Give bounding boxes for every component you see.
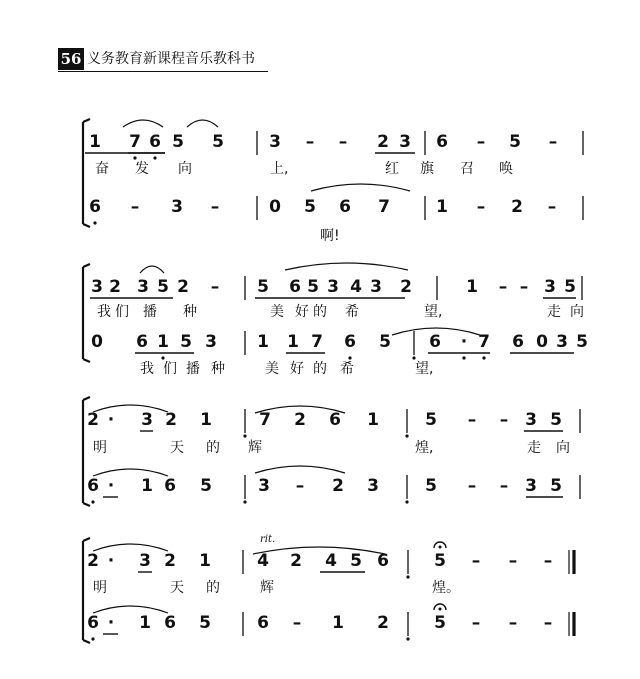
score-note: 7 — [311, 332, 323, 352]
score-note: 3 — [171, 197, 183, 217]
lyric-syllable: 美 — [265, 361, 279, 377]
score-note: 7 — [378, 197, 390, 217]
score-note: 3 — [525, 476, 537, 496]
score-note: 4 — [350, 277, 362, 297]
lyric-syllable: 明 — [93, 440, 107, 456]
octave-dot — [243, 500, 246, 503]
score-note: 2 — [377, 132, 389, 152]
score-note: 3 — [370, 277, 382, 297]
lyric-syllable: 煌, — [415, 440, 434, 456]
score-note: · — [107, 476, 115, 496]
tempo-mark: rit. — [260, 534, 276, 545]
score-note: 6 — [344, 332, 356, 352]
score-note: 5 — [379, 332, 391, 352]
slur — [123, 120, 163, 127]
score-note: 3 — [327, 277, 339, 297]
score-note: 6 — [164, 613, 176, 633]
score-note: 2 — [332, 476, 344, 496]
score-note: 3 — [367, 476, 379, 496]
score-note: 5 — [200, 476, 212, 496]
score-note: 1 — [332, 613, 344, 633]
score-note: – — [295, 476, 305, 496]
lyric-syllable: 好 — [290, 361, 304, 377]
score-note: 3 — [139, 551, 151, 571]
slur — [187, 120, 218, 127]
score-note: – — [547, 197, 557, 217]
lyric-syllable: 的 — [206, 580, 220, 596]
lyric-syllable: 望, — [424, 304, 443, 320]
score-note: – — [467, 476, 477, 496]
score-note: 1 — [89, 132, 101, 152]
slur — [311, 184, 410, 191]
page-number: 56 — [58, 48, 84, 70]
score-note: · — [460, 332, 468, 352]
lyric-syllable: 走 — [547, 304, 561, 320]
score-note: 5 — [180, 332, 192, 352]
score-note: 5 — [550, 476, 562, 496]
lyric-syllable: 播 — [186, 361, 200, 377]
score-note: 2 — [294, 410, 306, 430]
score-note: 1 — [436, 197, 448, 217]
octave-dot — [482, 356, 485, 359]
score-note: 6 — [257, 613, 269, 633]
fermata-dot — [439, 546, 442, 549]
book-title: 义务教育新课程音乐教科书 — [87, 51, 255, 67]
lyric-syllable: 的 — [313, 361, 327, 377]
score-note: 6 — [87, 476, 99, 496]
octave-dot — [406, 637, 409, 640]
score-note: 5 — [199, 613, 211, 633]
score-note: 2 — [511, 197, 523, 217]
score-note: 3 — [556, 332, 568, 352]
fermata-dot — [439, 608, 442, 611]
score-note: 6 — [87, 613, 99, 633]
score-note: 1 — [199, 551, 211, 571]
score-note: – — [292, 613, 302, 633]
score-note: 2 — [87, 551, 99, 571]
lyric-syllable: 向 — [570, 304, 584, 320]
score-note: 5 — [509, 132, 521, 152]
lyric-syllable: 唤 — [499, 161, 513, 177]
score-note: 2 — [400, 277, 412, 297]
lyric-syllable: 希 — [345, 304, 359, 320]
score-note: 0 — [91, 332, 103, 352]
octave-dot — [243, 434, 246, 437]
score-note: 2 — [165, 410, 177, 430]
lyric-syllable: 好 — [295, 304, 309, 320]
score-note: – — [467, 410, 477, 430]
score-note: 2 — [164, 551, 176, 571]
lyric-syllable: 天 — [170, 580, 184, 596]
score-note: 5 — [350, 551, 362, 571]
octave-dot — [153, 156, 156, 159]
score-note: 5 — [425, 410, 437, 430]
lyric-syllable: 希 — [340, 361, 354, 377]
score-note: – — [508, 551, 518, 571]
score-note: 3 — [141, 410, 153, 430]
score-note: – — [476, 197, 486, 217]
lyric-syllable: 天 — [170, 440, 184, 456]
octave-dot — [93, 221, 96, 224]
octave-dot — [406, 575, 409, 578]
lyric-syllable: 旗 — [420, 161, 434, 177]
score-note: – — [519, 277, 529, 297]
score-note: 6 — [164, 476, 176, 496]
lyric-syllable: 美 — [270, 304, 284, 320]
score-note: 5 — [434, 551, 446, 571]
score-note: 6 — [512, 332, 524, 352]
score-note: 6 — [89, 197, 101, 217]
score-note: – — [508, 613, 518, 633]
score-note: 6 — [149, 132, 161, 152]
score-note: 6 — [136, 332, 148, 352]
score-note: 6 — [429, 332, 441, 352]
octave-dot — [91, 637, 94, 640]
octave-dot — [348, 356, 351, 359]
score-note: 5 — [212, 132, 224, 152]
lyric-syllable: 煌。 — [432, 580, 460, 596]
score-note: 6 — [377, 551, 389, 571]
score-note: 1 — [200, 410, 212, 430]
score-note: 3 — [525, 410, 537, 430]
score-note: 3 — [269, 132, 281, 152]
slur — [285, 263, 408, 270]
score-note: 5 — [564, 277, 576, 297]
score-note: 3 — [258, 476, 270, 496]
lyric-syllable: 们 — [163, 361, 177, 377]
lyric-syllable: 望, — [415, 361, 434, 377]
score-note: 2 — [87, 410, 99, 430]
slur — [140, 266, 164, 273]
score-note: 6 — [436, 132, 448, 152]
lyric-syllable: 奋 — [95, 161, 109, 177]
score-note: – — [476, 132, 486, 152]
slur — [93, 606, 168, 613]
lyric-syllable: 种 — [211, 361, 225, 377]
lyric-syllable: 走 — [527, 440, 541, 456]
octave-dot — [161, 356, 164, 359]
score-note: 1 — [141, 476, 153, 496]
score-note: 6 — [289, 277, 301, 297]
slur — [93, 544, 168, 551]
lyric-syllable: 召 — [460, 161, 474, 177]
slur — [253, 547, 385, 554]
score-note: 2 — [109, 277, 121, 297]
score-note: – — [548, 132, 558, 152]
score-note: 5 — [257, 277, 269, 297]
score-note: 6 — [339, 197, 351, 217]
lyric-syllable: 发 — [135, 161, 149, 177]
octave-dot — [405, 500, 408, 503]
score-note: 5 — [576, 332, 588, 352]
score-note: 5 — [304, 197, 316, 217]
score-note: 2 — [290, 551, 302, 571]
octave-dot — [91, 500, 94, 503]
lyric-syllable: 种 — [183, 304, 197, 320]
score-note: 0 — [269, 197, 281, 217]
score-note: 1 — [139, 613, 151, 633]
octave-dot — [133, 156, 136, 159]
score-note: 7 — [259, 410, 271, 430]
lyric-syllable: 上, — [270, 161, 289, 177]
score-note: 1 — [157, 332, 169, 352]
score-note: 1 — [257, 332, 269, 352]
lyric-syllable: 辉 — [248, 440, 262, 456]
slur — [93, 405, 168, 412]
lyric-syllable: 我 — [140, 361, 154, 377]
score-note: 5 — [307, 277, 319, 297]
lyric-syllable: 明 — [93, 580, 107, 596]
lyric-syllable: 们 — [115, 304, 129, 320]
score-note: – — [499, 476, 509, 496]
score-note: 0 — [536, 332, 548, 352]
score-note: 7 — [478, 332, 490, 352]
octave-dot — [462, 356, 465, 359]
lyric-syllable: 的 — [313, 304, 327, 320]
slur — [255, 466, 345, 473]
lyric-syllable: 啊! — [320, 228, 340, 244]
score-note: – — [338, 132, 348, 152]
lyric-syllable: 向 — [178, 161, 192, 177]
octave-dot — [412, 356, 415, 359]
score-note: 4 — [257, 551, 269, 571]
score-note: – — [543, 613, 553, 633]
lyric-syllable: 的 — [206, 440, 220, 456]
lyric-syllable: 辉 — [260, 580, 274, 596]
score-note: 1 — [287, 332, 299, 352]
score-note: · — [107, 613, 115, 633]
score-note: 3 — [399, 132, 411, 152]
score-note: 3 — [205, 332, 217, 352]
lyric-syllable: 我 — [97, 304, 111, 320]
score-note: 5 — [425, 476, 437, 496]
score-note: – — [210, 277, 220, 297]
score-note: · — [107, 410, 115, 430]
score-note: – — [210, 197, 220, 217]
score-note: 5 — [157, 277, 169, 297]
score-note: 3 — [544, 277, 556, 297]
lyric-syllable: 红 — [385, 161, 399, 177]
score-note: – — [543, 551, 553, 571]
score-note: 6 — [329, 410, 341, 430]
score-note: – — [498, 277, 508, 297]
slur — [93, 469, 168, 476]
score-note: 2 — [177, 277, 189, 297]
score-note: 4 — [325, 551, 337, 571]
score-note: 5 — [550, 410, 562, 430]
score-note: – — [471, 551, 481, 571]
score-note: 5 — [172, 132, 184, 152]
system-bracket — [83, 264, 90, 362]
score-note: 5 — [434, 613, 446, 633]
score-note: – — [471, 613, 481, 633]
score-note: 7 — [129, 132, 141, 152]
score-note: 1 — [466, 277, 478, 297]
score-note: – — [130, 197, 140, 217]
score-note: 3 — [91, 277, 103, 297]
score-note: 3 — [137, 277, 149, 297]
octave-dot — [405, 434, 408, 437]
score-note: 2 — [377, 613, 389, 633]
score-note: – — [499, 410, 509, 430]
lyric-syllable: 向 — [556, 440, 570, 456]
lyric-syllable: 播 — [143, 304, 157, 320]
score-note: – — [305, 132, 315, 152]
score-note: · — [107, 551, 115, 571]
score-note: 1 — [367, 410, 379, 430]
